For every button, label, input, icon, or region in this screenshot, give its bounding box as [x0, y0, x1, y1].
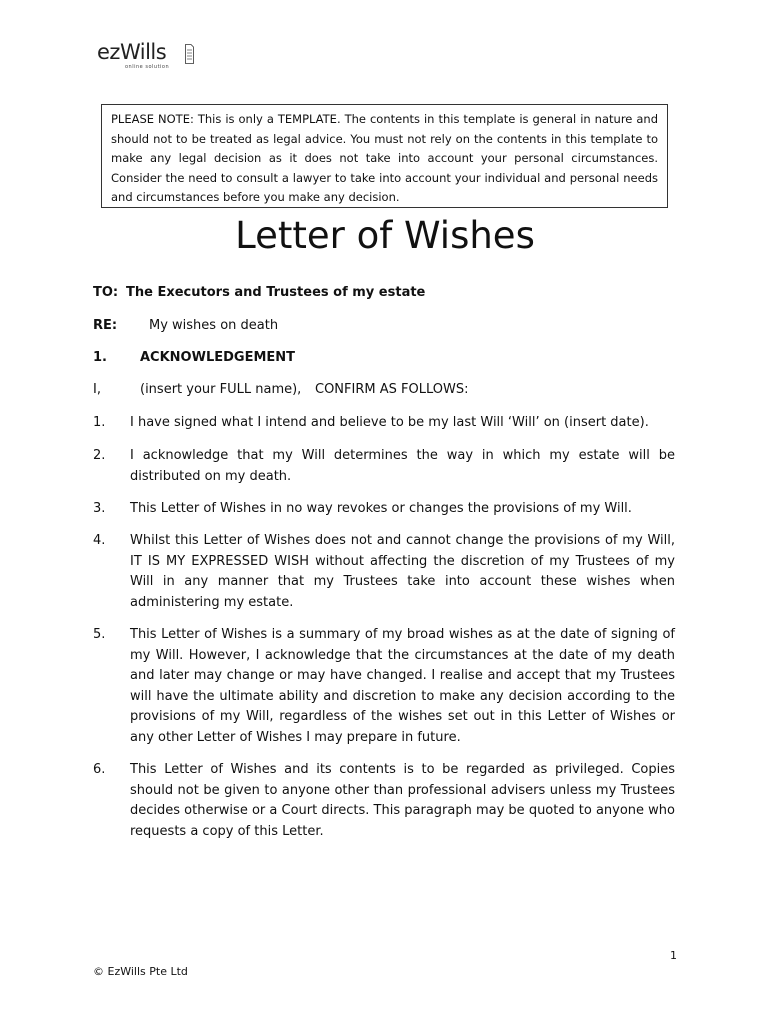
to-label: TO: — [93, 285, 119, 300]
list-item-number: 4. — [93, 533, 106, 548]
ezwills-logo — [97, 40, 207, 74]
re-subject: My wishes on death — [149, 318, 279, 333]
list-item-text: Whilst this Letter of Wishes does not and cannot change the provisions of my Will, IT IS MY EXPRESSED WISH without affecting the discretion of my Trustees of my Will in any manner that my Trustees take into account these wishes when administering my estate. — [130, 533, 675, 610]
list-item-text: This Letter of Wishes and its contents is to be regarded as privileged. Copies should not be given to anyone other than professional advisers unless my Trustees decides otherwise or a Court directs. This paragraph may be quoted to anyone who requests a copy of this Letter. — [130, 762, 675, 839]
full-name-placeholder: (insert your FULL name), — [140, 382, 302, 397]
document-icon — [185, 44, 194, 64]
template-disclaimer-box: PLEASE NOTE: This is only a TEMPLATE. The contents in this template is general in nature and should not to be treated as legal advice. You must not rely on the contents in this template to make any legal decision as it does not take into account your personal circumstances. Consider the need to consult a lawyer to take into account your individual and personal needs and circumstances before you make any decision. — [101, 104, 668, 208]
section-number: 1. — [93, 350, 107, 365]
logo-text: ezWills — [97, 40, 167, 64]
list-item-number: 6. — [93, 762, 106, 777]
re-label: RE: — [93, 318, 118, 333]
list-item-text: I have signed what I intend and believe to be my last Will ‘Will’ on (insert date). — [130, 415, 649, 430]
footer-copyright: © EzWills Pte Ltd — [93, 965, 188, 978]
logo-tagline: online solution — [125, 64, 170, 70]
list-item-text: I acknowledge that my Will determines the way in which my estate will be distributed on my death. — [130, 448, 675, 484]
section-heading: ACKNOWLEDGEMENT — [140, 350, 296, 365]
list-item-text: This Letter of Wishes is a summary of my broad wishes as at the date of signing of my Will. However, I acknowledge that the circumstances at the date of my death and later may change or may have changed. I realise and accept that my Trustees will have the ultimate ability and discretion to make any decision according to the provisions of my Will, regardless of the wishes set out in this Letter of Wishes or any other Letter of Wishes I may prepare in future. — [130, 627, 675, 745]
list-item-number: 5. — [93, 627, 106, 642]
list-item-number: 3. — [93, 501, 106, 516]
confirm-label: I, — [93, 382, 101, 397]
confirm-text: CONFIRM AS FOLLOWS: — [315, 382, 469, 397]
list-item-text: This Letter of Wishes in no way revokes or changes the provisions of my Will. — [130, 501, 632, 516]
page-number: 1 — [670, 949, 677, 962]
list-item-number: 1. — [93, 415, 106, 430]
document-title: Letter of Wishes — [235, 214, 535, 257]
list-item-number: 2. — [93, 448, 106, 463]
to-recipients: The Executors and Trustees of my estate — [126, 285, 426, 300]
